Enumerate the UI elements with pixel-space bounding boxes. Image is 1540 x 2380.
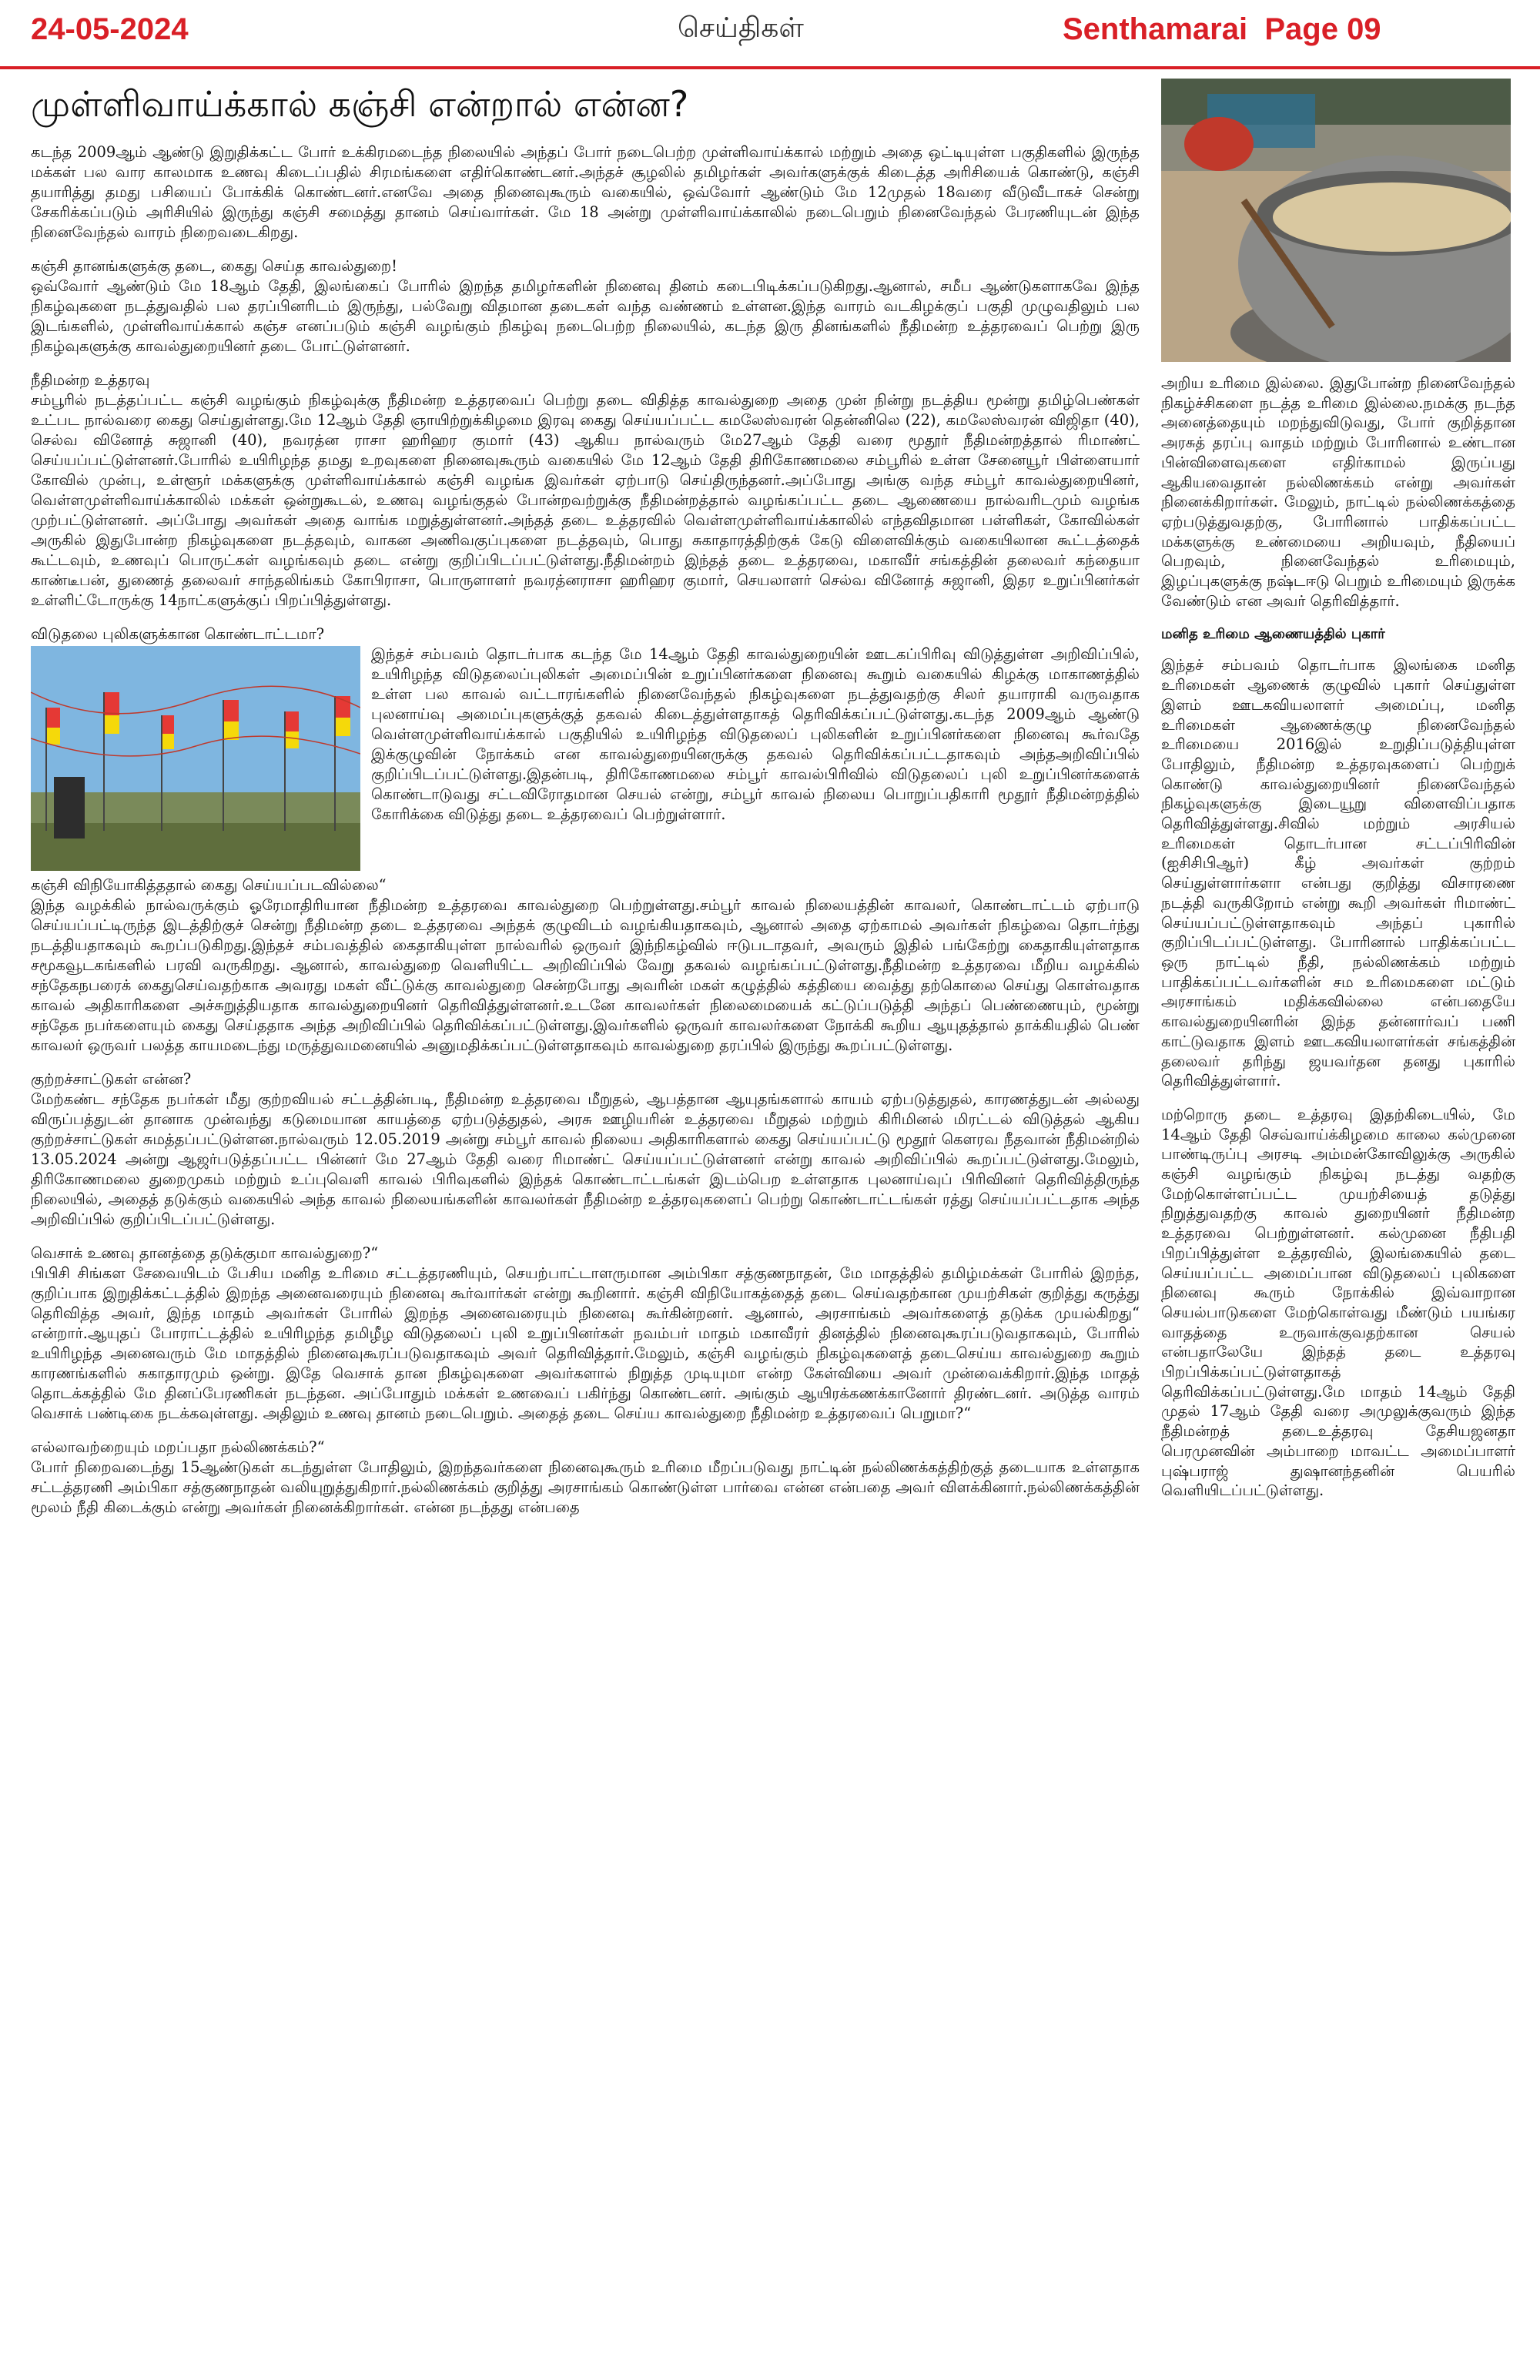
section-body: போர் நிறைவடைந்து 15ஆண்டுகள் கடந்துள்ள போதிலும், இறந்தவர்களை நினைவுகூரும் உரிமை மீறப்படுவது நாட்டின் நல்லிணக்கத்திற்குத் தடையாக உள்ளதாக சட்டத்தரணி அம்பிகா சத்குணநாதன் வலியுறுத்துகிறார்.நல்லிணக்கம் குறித்து அரசாங்கம் கொண்டுள்ள பார்வை என்ன என்பதை அவர் விளக்கினார்.நல்லிணக்கத்தின் மூலம் நீதி கிடைக்கும் என்று அவர்கள் நினைக்கிறார்கள். என்ன நடந்தது என்பதை [31,1458,1140,1516]
section-body: மேற்கண்ட சந்தேக நபர்கள் மீது குற்றவியல் சட்டத்தின்படி, நீதிமன்ற உத்தரவை மீறுதல், ஆபத்தான ஆயுதங்களால் காயம் ஏற்படுத்துதல், காரணத்துடன் அல்லது விருப்பத்துடன் தானாக முன்வந்து கடுமையான காயத்தை ஏற்படுத்துதல், அரசு ஊழியரின் உத்தரவை மீறுதல் மற்றும் கிரிமினல் மிரட்டல் விடுத்தல் ஆகிய குற்றச்சாட்டுகள் சுமத்தப்பட்டுள்ளன.நால்வரும் 12.05.2019 அன்று சம்பூர் காவல் நிலைய அதிகாரிகளால் கைது செய்யப்பட்டு மூதூர் கௌரவ நீதவான் நீதிமன்றில் 13.05.2024 அன்று ஆஜர்படுத்தப்பட்ட பின்னர் மே 27ஆம் தேதி வரை ரிமாண்ட் செய்யப்பட்டுள்ளனர் என்று காவல் அறிவிப்பில் கூறப்பட்டுள்ளது.மேலும், திரிகோணமலை துறைமுகம் மற்றும் உப்புவெளி காவல் பிரிவுகளில் இந்தக் கொண்டாட்டங்கள் இடம்பெற உள்ளதாக புலனாய்வுப் பிரிவினர் தெரிவித்திருந்த நிலையில், அதைத் தடுக்கும் வகையில் அந்த காவல் நிலையங்களின் காவலர்கள் நீதிமன்ற உத்தரவுகளைப் பெற்று கொண்டாட்டங்கள் ரத்து செய்யப்பட்டதாக அந்த அறிவிப்பில் குறிப்பிடப்பட்டுள்ளது. [31,1090,1140,1228]
issue-date: 24-05-2024 [31,12,189,46]
side-paragraph: அறிய உரிமை இல்லை. இதுபோன்ற நினைவேந்தல் நிகழ்ச்சிகளை நடத்த உரிமை இல்லை.நமக்கு நடந்த அனைத்தையும் மறந்துவிடுவது, போர் குறித்தான அரசுத் தரப்பு வாதம் மற்றும் போரினால் உண்டான பின்விளைவுகளை எதிர்காமல் இருப்பது ஆகியவைதான் நல்லிணக்கம் என்று அவர்கள் நினைக்கிறார்கள். மேலும், நாட்டில் நல்லிணக்கத்தை ஏற்படுத்துவதற்கு, போரினால் பாதிக்கப்பட்ட மக்களுக்கு உண்மையை அறியவும், நீதியைப் பெறவும், நினைவேந்தல் உரிமையும், இழப்புகளுக்கு நஷ்டஈடு பெறும் உரிமையும் இருக்க வேண்டும் என அவர் தெரிவித்தார். [1161,374,1515,610]
side-paragraph: மற்றொரு தடை உத்தரவு இதற்கிடையில், மே 14ஆம் தேதி செவ்வாய்க்கிழமை காலை கல்முனை பாண்டிருப்பு அரசடி அம்மன்கோவிலுக்கு அருகில் கஞ்சி வழங்கும் நிகழ்வு நடத்து வதற்கு மேற்கொள்ளப்பட்ட முயற்சியைத் தடுத்து நிறுத்துவதற்கு காவல் துறையினர் நீதிமன்ற உத்தரவை பெற்றுள்ளனர். கல்முனை நீதிபதி பிறப்பித்துள்ள உத்தரவில், இலங்கையில் தடை செய்யப்பட்ட அமைப்பான விடுதலைப் புலிகளை நினைவு கூரும் நோக்கில் இவ்வாறான செயல்பாடுகளை மேற்கொள்வது மீண்டும் பயங்கர வாதத்தை உருவாக்குவதற்கான செயல் என்பதாலேயே இந்தத் தடை உத்தரவு பிறப்பிக்கப்பட்டுள்ளதாகத் தெரிவிக்கப்பட்டுள்ளது.மே மாதம் 14ஆம் தேதி முதல் 17ஆம் தேதி வரை அமுலுக்குவரும் இந்த நீதிமன்றத் தடைஉத்தரவு தேசியஜனதா பெரமுனவின் அம்பாறை மாவட்ட அமைப்பாளர் புஷ்பராஜ் துஷானந்தனின் பெயரில் வெளியிடப்பட்டுள்ளது. [1161,1105,1515,1500]
section-body: பிபிசி சிங்கள சேவையிடம் பேசிய மனித உரிமை சட்டத்தரணியும், செயற்பாட்டாளருமான அம்பிகா சத்குணநாதன், மே மாதத்தில் தமிழ்மக்கள் போரில் இறந்த, குறிப்பாக இறுதிக்கட்டத்தில் இறந்த அனைவரையும் நினைவு கூர்வார்கள் என்று கூறினார். கஞ்சி விநியோகத்தைத் தடை செய்வதற்கான முயற்சிகள் குறித்து கருத்து தெரிவித்த அவர், இந்த மாதம் அவர்கள் போரில் இறந்த அனைவரையும் நினைவு கூர்கின்றனர். ஆனால், அரசாங்கம் அவர்களைத் தடுக்க முயல்கிறது“ என்றார்.ஆயுதப் போராட்டத்தில் உயிரிழந்த தமிழீழ விடுதலைப் புலி உறுப்பினர்கள் நவம்பர் மாதம் மகாவீரர் தினத்தில் நினைவுகூரப்படுவதாகவும், போரில் உயிரிழந்த அனைவரும் மே மாதத்தில் நினைவுகூரப்படுவதாகவும் அவர் தெரிவித்தார்.மேலும், கஞ்சி வழங்கும் நிகழ்வுகளைத் தடைசெய்ய காவல்துறை கூறும் காரணங்களில் சுகாதாரமும் ஒன்று. இதே வெசாக் தான நிகழ்வுகளை அவர்களால் நிறுத்த முடியுமா என்ற கேள்வியை அவர் முன்வைக்கிறார்.இந்த மாதத் தொடக்கத்தில் மே தினப்பேரணிகள் நடந்தன. அப்போதும் மக்கள் உணவைப் பகிர்ந்து கொண்டனர். அங்கும் ஆயிரக்கணக்கானோர் திரண்டனர். அடுத்த வாரம் வெசாக் பண்டிகை நடக்கவுள்ளது. அதிலும் உணவு தானம் நடைபெறும். அதைத் தடை செய்ய காவல்துறை நீதிமன்ற உத்தரவைப் பெறுமா?“ [31,1264,1140,1422]
section-heading: வெசாக் உணவு தானத்தை தடுக்குமா காவல்துறை?“ [31,1244,379,1262]
masthead [0,0,1540,66]
section-court-order [31,370,1140,611]
publication-and-page [1063,12,1381,47]
intro-paragraph: கடந்த 2009ஆம் ஆண்டு இறுதிக்கட்ட போர் உக்கிரமடைந்த நிலையில் அந்தப் போர் நடைபெற்ற முள்ளிவாய்க்கால் மற்றும் அதை ஒட்டியுள்ள பகுதிகளில் இருந்த மக்கள் பல வார காலமாக உணவு கிடைப்பதில் சிரமங்களை எதிர்கொண்டனர்.அந்தச் சூழலில் தமிழர்கள் அவர்களுக்குக் கிடைத்த அரிசியைக் கொண்டு, கஞ்சி தயாரித்து தமது பசியைப் போக்கிக் கொண்டனர்.எனவே அதை நினைவுகூரும் வகையில், ஒவ்வோர் ஆண்டும் மே 12முதல் 18வரை வீடுவீடாகச் சென்று சேகரிக்கப்படும் அரிசியில் இருந்து கஞ்சி சமைத்து தானம் செய்வார்கள். மே 18 அன்று முள்ளிவாய்க்காலில் நடைபெறும் நினைவேந்தல் பேரணியுடன் இந்த நினைவேந்தல் வாரம் நிறைவடைகிறது. [31,143,1140,241]
section-vesak [31,1244,1140,1424]
section-ban-arrest [31,256,1140,356]
kanji-pot-photo [1161,79,1511,362]
flags-illustration [31,646,360,871]
section-label: செய்திகள் [678,12,804,44]
side-heading: மனித உரிமை ஆணையத்தில் புகார் [1161,626,1385,643]
publication-name: Senthamarai [1063,12,1248,46]
masthead-rule [0,66,1540,69]
section-heading: எல்லாவற்றையும் மறப்பதா நல்லிணக்கம்?“ [31,1438,325,1456]
page-number: Page 09 [1264,12,1381,46]
section-heading: நீதிமன்ற உத்தரவு [31,371,150,389]
kanji-pot-illustration [1161,79,1511,362]
article-title: முள்ளிவாய்க்கால் கஞ்சி என்றால் என்ன? [31,83,689,125]
section-heading: குற்றச்சாட்டுகள் என்ன? [31,1070,192,1088]
flags-photo [31,646,360,871]
side-paragraph: இந்தச் சம்பவம் தொடர்பாக இலங்கை மனித உரிமைகள் ஆணைக் குழுவில் புகார் செய்துள்ள இளம் ஊடகவியலாளர் அமைப்பு, மனித உரிமைகள் ஆணைக்குழு நினைவேந்தல் உரிமையை 2016இல் உறுதிப்படுத்தியுள்ள போதிலும், நீதிமன்ற உத்தரவுகளைப் பெற்றுக் கொண்டு காவல்துறையினர் நினைவேந்தல் நிகழ்வுகளுக்கு இடையூறு விளைவிப்பதாக தெரிவித்துள்ளது.சிவில் மற்றும் அரசியல் உரிமைகள் தொடர்பான சட்டப்பிரிவின் (ஐசிசிபிஆர்) கீழ் அவர்கள் குற்றம் செய்துள்ளார்களா என்பது குறித்து விசாரணை நடத்தி வருகிறோம் என்று கூறி அவர்கள் ரிமாண்ட் செய்யப்பட்டுள்ளதாகவும் அந்தப் புகாரில் குறிப்பிடப்பட்டுள்ளது. போரினால் பாதிக்கப்பட்ட ஒரு நாட்டில் நீதி, நல்லிணக்கம் மற்றும் பாதிக்கப்பட்டவர்களின் சம உரிமைகளை மட்டும் அரசாங்கம் மதிக்கவில்லை என்பதையே காவல்துறையினரின் இந்த தன்னார்வப் பணி காட்டுவதாக இளம் ஊடகவியலாளர்கள் சங்கத்தின் தலைவர் தரிந்து ஜயவர்தன தனது புகாரில் தெரிவித்துள்ளார். [1161,656,1515,1090]
section-body: ஒவ்வோர் ஆண்டும் மே 18ஆம் தேதி, இலங்கைப் போரில் இறந்த தமிழர்களின் நினைவு தினம் கடைபிடிக்கப்படுகிறது.ஆனால், சமீப ஆண்டுகளாகவே இந்த நிகழ்வுகளை நடத்துவதில் பல தரப்பினரிடம் இருந்து, பல்வேறு விதமான தடைகள் வந்த வண்ணம் உள்ளன.இந்த வாரம் வடகிழக்குப் பகுதி முழுவதிலும் பல இடங்களில், முள்ளிவாய்க்கால் கஞ்ச எனப்படும் கஞ்சி வழங்கும் நிகழ்வு நடைபெற்ற நிலையில், கடந்த இரு தினங்களில் நீதிமன்ற உத்தரவைப் பெற்று இரு நிகழ்வுகளுக்கு காவல்துறையினர் தடை போட்டுள்ளனர். [31,277,1140,355]
section-reconciliation [31,1438,1140,1518]
section-body: சம்பூரில் நடத்தப்பட்ட கஞ்சி வழங்கும் நிகழ்வுக்கு நீதிமன்ற உத்தரவைப் பெற்று தடை விதித்த காவல்துறை அதை முன் நின்று நடத்திய மூன்று தமிழ்பெண்கள் உட்பட நால்வரை கைது செய்துள்ளது.மே 12ஆம் தேதி ஞாயிற்றுக்கிழமை இரவு கைது செய்யப்பட்ட கமலேஸ்வரன் தென்னிலெ (22), கமலேஸ்வரன் விஜிதா (40), செல்வ வினோத் சுஜானி (40), நவரத்ன ராசா ஹரிஹர குமார் (43) ஆகிய நால்வரும் மே27ஆம் தேதி வரை மூதூர் நீதிமன்றத்தால் ரிமாண்ட் செய்யப்பட்டுள்ளனர்.போரில் உயிரிழந்த தமது உறவுகளை நினைவுகூரும் வகையில் மே 12ஆம் தேதி திரிகோணமலை சம்பூரில் உள்ள சேனையூர் பிள்ளையார் கோவில் முன்பு, உள்ளூர் மக்களுக்கு முள்ளிவாய்க்கால் கஞ்சி வழங்க இவர்கள் ஏற்பாடு செய்திருந்தனர்.அப்போது அங்கு வந்த சம்பூர் காவல்துறையினர், வெள்ளமுள்ளிவாய்க்காலில் மக்கள் ஒன்றுகூடல், உணவு வழங்குதல் போன்றவற்றுக்கு நீதிமன்றத்தால் வழங்கப்பட்ட தடை ஆணையை நால்வரிடமும் வழங்க முற்பட்டுள்ளனர். அப்போது அவர்கள் அதை வாங்க மறுத்துள்ளனர்.அந்தத் தடை உத்தரவில் வெள்ளமுள்ளிவாய்க்காலில் எந்தவிதமான பள்ளிகள், கோவில்கள் அருகில் இதுபோன்ற நிகழ்வுகளை நடத்தவும், வாகன அணிவகுப்புகளை நடத்தவும், பொது சுகாதாரத்திற்குக் கேடு விளைவிக்கும் வகையிலான கூட்டத்தைக் கூட்டவும், உணவுப் பொருட்கள் வழங்கவும் தடை என்று குறிப்பிடப்பட்டுள்ளது.நீதிமன்றம் இந்தத் தடை உத்தரவை, மகாவீர் சங்கத்தின் தலைவர் கந்தையா காண்டீபன், துணைத் தலைவர் சாந்தலிங்கம் கோபிராசா, பொருளாளர் நவரத்னராசா ஹரிஹர குமார், செயலாளர் செல்வ வினோத் சுஜானி, இதர உறுப்பினர்கள் உள்ளிட்டோருக்கு 14நாட்களுக்குப் பிறப்பித்துள்ளது. [31,391,1140,609]
side-column [1161,373,1515,1515]
section-heading: கஞ்சி தானங்களுக்கு தடை, கைது செய்த காவல்துறை! [31,257,397,275]
section-heading: கஞ்சி விநியோகித்ததால் கைது செய்யப்படவில்லை“ [31,876,387,894]
section-not-arrested-for-kanji [31,875,1140,1056]
section-body: இந்தச் சம்பவம் தொடர்பாக கடந்த மே 14ஆம் தேதி காவல்துறையின் ஊடகப்பிரிவு விடுத்துள்ள அறிவிப்பில், உயிரிழந்த விடுதலைப்புலிகள் அமைப்பின் உறுப்பினர்களை நினைவு கூறும் வகையில் கிழக்கு மாகாணத்தில் உள்ள பல காவல் வட்டாரங்களில் நினைவேந்தல் நிகழ்வுகளை நடத்துவதற்கு சிலர் தயாராகி வருவதாக புலனாய்வு அமைப்புகளுக்குத் தகவல் கிடைத்துள்ளதாகத் தெரிவிக்கப்பட்டுள்ளது.கடந்த 2009ஆம் ஆண்டு வெள்ளமுள்ளிவாய்க்கால் பகுதியில் உயிரிழந்த விடுதலைப் புலிகளின் உறுப்பினர்களை நினைவு கூர்வதே இக்குழுவின் நோக்கம் என காவல்துறையினருக்கு தகவல் தெரிவிக்கப்பட்டதாகவும் அந்தஅறிவிப்பில் குறிப்பிடப்பட்டுள்ளது.இதன்படி, திரிகோணமலை சம்பூர் காவல்பிரிவில் விடுதலைப் புலி உறுப்பினர்களைக் கொண்டாடுவது சட்டவிரோதமான செயல் என்று, சம்பூர் காவல் நிலைய பொறுப்பதிகாரி மூதூர் நீதிமன்றத்தில் கோரிக்கை விடுத்து தடை உத்தரவைப் பெற்றுள்ளார். [371,645,1140,823]
section-ltte-celebration [31,624,1140,875]
section-heading: விடுதலை புலிகளுக்கான கொண்டாட்டமா? [31,625,325,643]
section-charges [31,1069,1140,1230]
main-column [31,142,1140,1531]
section-body: இந்த வழக்கில் நால்வருக்கும் ஓரேமாதிரியான நீதிமன்ற உத்தரவை காவல்துறை பெற்றுள்ளது.சம்பூர் காவல் நிலையத்தின் காவலர், கொண்டாட்டம் ஏற்பாடு செய்யப்பட்டிருந்த இடத்திற்குச் சென்று நீதிமன்ற தடை உத்தரவை அந்தக் குழுவிடம் வழங்கியதாகவும், ஆனால் அதை ஏற்காமல் அவர்கள் நிகழ்வை தொடர்ந்து நடத்தியதாகவும் கூறப்படுகிறது.இந்தச் சம்பவத்தில் கைதாகியுள்ள நால்வரில் ஒருவர் இந்நிகழ்வில் ஈடுபடாதவர், அவரும் இதில் பங்கேற்று கைதாகியுள்ளதாக சமூகவூடகங்களில் பரவி வருகிறது. ஆனால், காவல்துறை வெளியிட்ட அறிவிப்பில் வேறு தகவல் வழங்கப்பட்டுள்ளது.நீதிமன்ற உத்தரவை மீறிய வழக்கில் சந்தேகநபரைக் கைதுசெய்வதற்காக அவரது மகள் வீட்டுக்கு காவல்துறை சென்றபோது அவரின் மகள் கழுத்தில் கத்தியை வைத்து தற்கொலை செய்து கொள்வதாக காவல் அதிகாரிகளை அச்சுறுத்தியதாக காவல்துறையினர் தெரிவித்துள்ளனர்.உடனே காவலர்கள் நிலைமையைக் கட்டுப்படுத்தி அந்தப் பெண்ணையும், மூன்று சந்தேக நபர்களையும் கைது செய்ததாக அந்த அறிவிப்பில் தெரிவிக்கப்பட்டுள்ளது.இவர்களில் ஒருவர் காவலர்களை நோக்கி கூறிய ஆயுதத்தால் தாக்கியதில் பெண் காவலர் ஒருவர் பலத்த காயமடைந்து மருத்துவமனையில் அனுமதிக்கப்பட்டுள்ளதாகவும் காவல்துறை தரப்பில் இருந்து கூறப்பட்டுள்ளது. [31,896,1140,1054]
